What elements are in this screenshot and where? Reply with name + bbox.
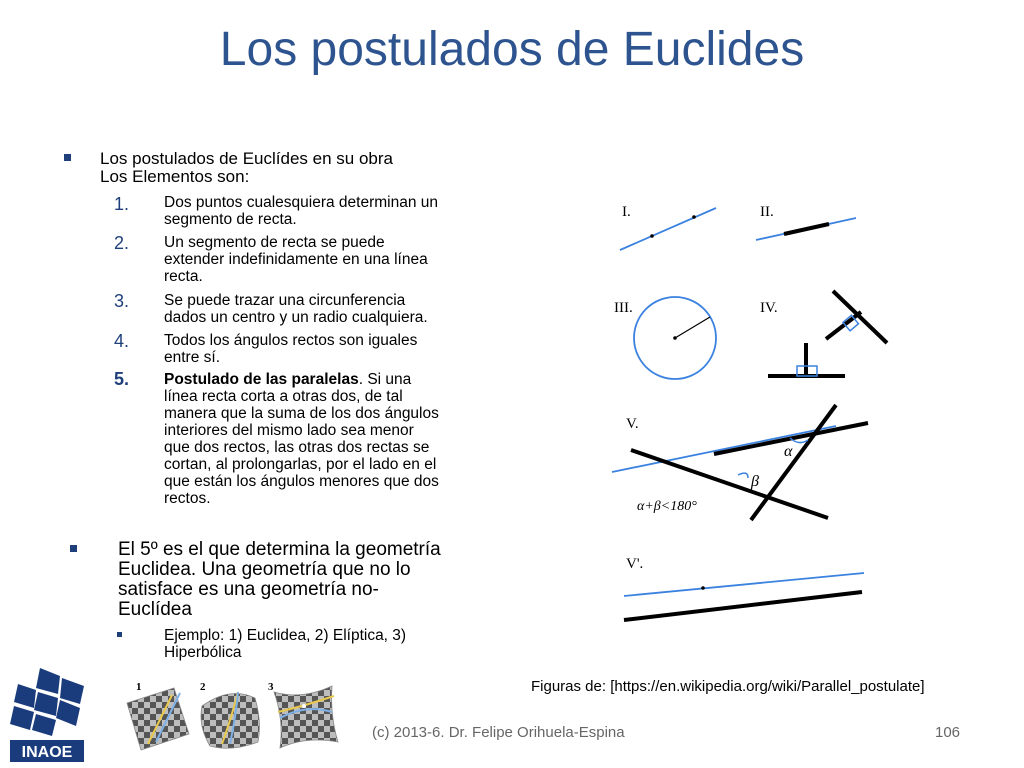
postulate-number: 3. <box>114 291 130 311</box>
bullet2-line4: Euclídea <box>118 599 192 620</box>
fig3-center <box>673 336 677 340</box>
parallel-postulate-term: Postulado de las paralelas <box>164 371 359 388</box>
postulate-number: 5. <box>114 369 130 389</box>
bullet2-line3: satisface es una geometría no- <box>118 579 379 600</box>
postulate-number: 1. <box>114 194 130 214</box>
figure-caption: Figuras de: [https://en.wikipedia.org/wiki/Parallel_postulate] <box>531 678 925 695</box>
fig5-beta: β <box>751 473 759 490</box>
fig1-line <box>620 208 716 250</box>
postulate-5-line7: rectos. <box>164 490 211 507</box>
fig4-diag-line <box>833 291 887 343</box>
geom-label-3: 3 <box>268 681 274 693</box>
postulate-number: 2. <box>114 233 130 253</box>
postulate-5-line1: línea recta corta a otras dos, de tal <box>164 388 403 405</box>
inaoe-logo <box>10 668 84 762</box>
postulate-4-line1: Todos los ángulos rectos son iguales <box>164 332 418 349</box>
fig-label-I: I. <box>622 204 631 220</box>
postulate-2-line1: Un segmento de recta se puede <box>164 234 385 251</box>
postulate-1-line2: segmento de recta. <box>164 211 297 228</box>
fig-label-Vp: V'. <box>626 556 644 572</box>
fig2-segment <box>784 224 829 234</box>
postulate-5-first-rest: . Si una <box>358 371 412 388</box>
bullet2-line1: El 5º es el que determina la geometría <box>118 539 441 560</box>
page-number: 106 <box>935 724 961 741</box>
fig6-parallel-line <box>624 592 862 620</box>
fig-label-II: II. <box>760 204 774 220</box>
postulate-number: 4. <box>114 331 130 351</box>
fig3-radius <box>675 317 710 338</box>
postulate-1-line1: Dos puntos cualesquiera determinan un <box>164 194 439 211</box>
fig1-point-a <box>650 234 654 238</box>
fig-label-IV: IV. <box>760 300 778 316</box>
postulate-5-line6: que están los ángulos menores que dos <box>164 473 439 490</box>
postulate-2-line3: recta. <box>164 268 203 285</box>
fig6-point <box>701 586 705 590</box>
sub-bullet-line1: Ejemplo: 1) Euclidea, 2) Elíptica, 3) <box>164 627 407 644</box>
postulate-5-line2: manera que la suma de los dos ángulos <box>164 405 439 422</box>
fig5-alpha: α <box>784 443 793 460</box>
fig6-blue-line <box>624 573 864 596</box>
postulate-4-line2: entre sí. <box>164 349 220 366</box>
fig-label-III: III. <box>614 300 633 316</box>
postulate-5-line5: cortan, al prolongarlas, por el lado en el <box>164 456 437 473</box>
postulate-5-line4: que dos rectos, las otras dos rectas se <box>164 439 430 456</box>
bullet1-line1: Los postulados de Euclídes en su obra <box>100 149 393 168</box>
postulate-3-line2: dados un centro y un radio cualquiera. <box>164 309 428 326</box>
slide-title: Los postulados de Euclides <box>219 23 805 76</box>
postulate-2-line2: extender indefinidamente en una línea <box>164 251 428 268</box>
sub-bullet-line2: Hiperbólica <box>164 644 242 661</box>
fig5-formula: α+β<180° <box>637 499 697 514</box>
bullet1-line2: Los Elementos son: <box>100 167 250 186</box>
bullet2-line2: Euclidea. Una geometría que no lo <box>118 559 411 580</box>
fig5-steep-line <box>751 405 836 520</box>
logo-text: INAOE <box>21 744 73 761</box>
geom-euclidean-tile <box>127 688 189 750</box>
fig5-beta-arc <box>738 473 748 478</box>
postulate-3-line1: Se puede trazar una circunferencia <box>164 292 406 309</box>
geom-label-2: 2 <box>200 681 206 693</box>
geom-hyperbolic-point <box>302 704 306 708</box>
footer-copyright: (c) 2013-6. Dr. Felipe Orihuela-Espina <box>372 724 625 741</box>
postulate-5-line3: interiores del mismo lado sea menor <box>164 422 414 439</box>
geom-label-1: 1 <box>136 681 142 693</box>
fig1-point-b <box>692 215 696 219</box>
fig-label-V: V. <box>626 416 639 432</box>
